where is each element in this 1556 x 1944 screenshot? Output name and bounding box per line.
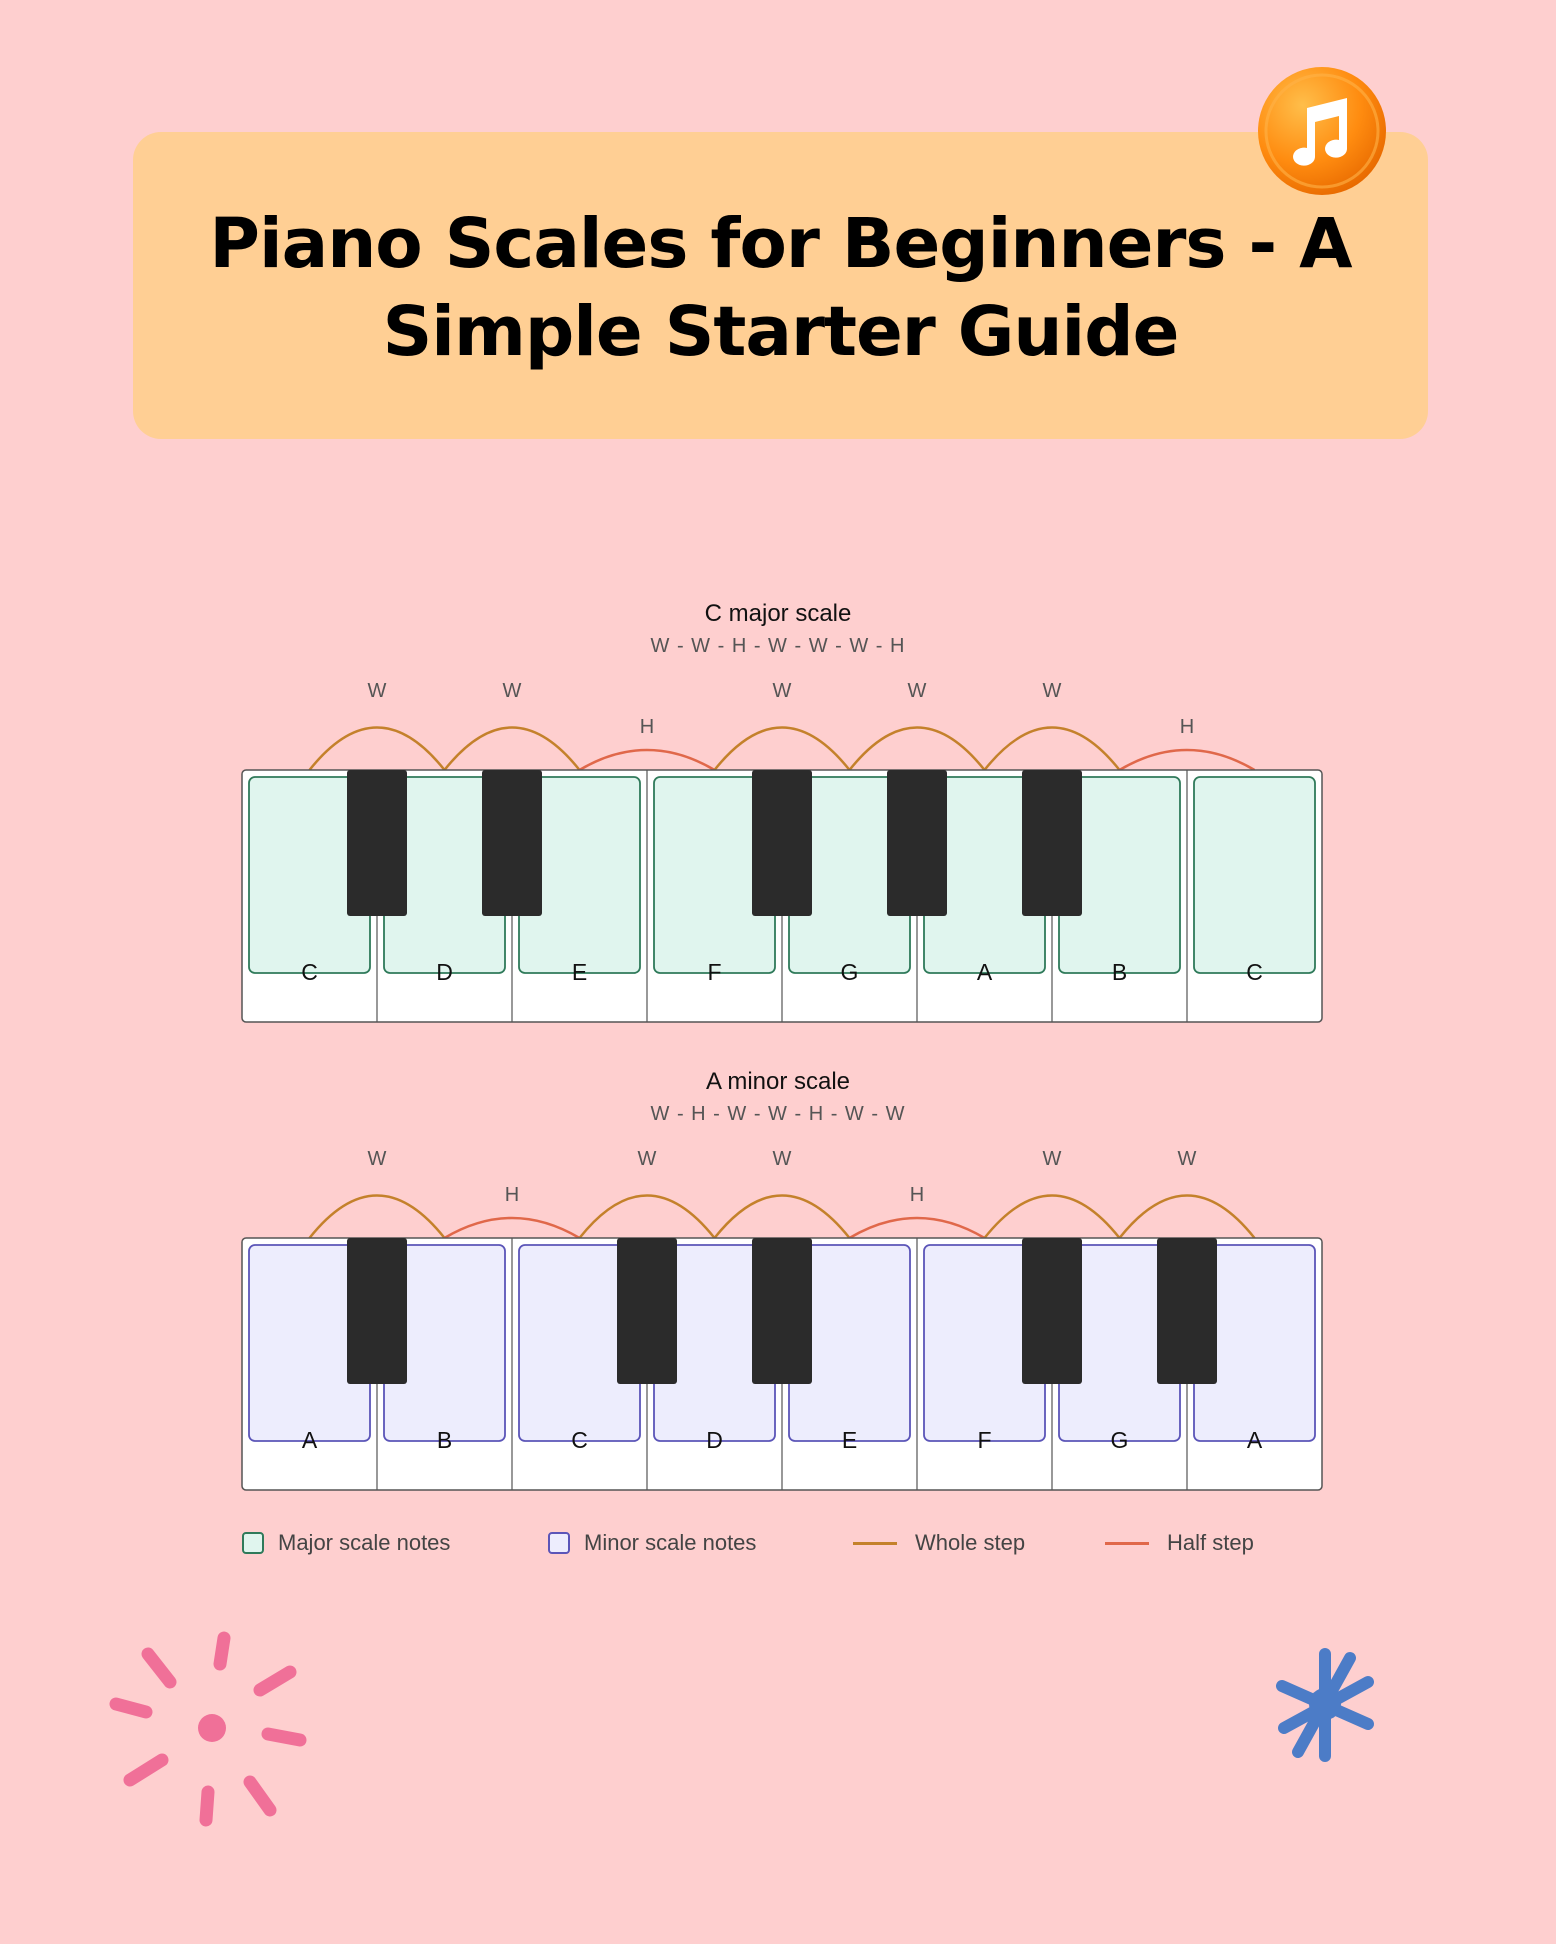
whole-step-arc	[715, 1196, 850, 1239]
major-keyboard	[0, 660, 1556, 1030]
major-scale-pattern: W - W - H - W - W - W - H	[650, 635, 906, 657]
whole-step-arc	[715, 728, 850, 771]
step-label: W	[772, 1148, 792, 1170]
note-label: C	[1246, 959, 1263, 985]
note-label: G	[840, 959, 859, 985]
page-title: Piano Scales for Beginners - A Simple Starter Guide	[209, 204, 1352, 372]
step-label: W	[637, 1148, 657, 1170]
note-label: F	[707, 959, 722, 985]
half-step-arc	[580, 750, 715, 770]
note-label: A	[1246, 1427, 1263, 1453]
legend-major	[242, 1530, 450, 1556]
note-label: A	[301, 1427, 318, 1453]
legend-whole-label: Whole step	[915, 1530, 1026, 1555]
black-key[interactable]	[1022, 1238, 1082, 1384]
whole-step-arc	[310, 728, 445, 771]
minor-keyboard	[0, 1128, 1556, 1498]
legend-minor	[548, 1530, 756, 1556]
step-label: W	[1042, 680, 1062, 702]
note-label: D	[436, 959, 453, 985]
black-key[interactable]	[482, 770, 542, 916]
black-key[interactable]	[617, 1238, 677, 1384]
step-label: H	[1179, 716, 1195, 738]
half-step-line	[1105, 1542, 1149, 1545]
music-note-icon	[1255, 64, 1390, 199]
title-card	[133, 132, 1428, 439]
note-label: E	[571, 959, 588, 985]
asterisk-star-icon	[1270, 1640, 1380, 1770]
legend	[0, 1530, 1556, 1560]
note-label: D	[706, 1427, 723, 1453]
black-key[interactable]	[887, 770, 947, 916]
note-label: C	[571, 1427, 588, 1453]
note-label: B	[1111, 959, 1128, 985]
note-label: F	[977, 1427, 992, 1453]
note-label: A	[976, 959, 993, 985]
black-key[interactable]	[1157, 1238, 1217, 1384]
sunburst-icon	[100, 1620, 320, 1840]
step-label: W	[1177, 1148, 1197, 1170]
major-scale-title: C major scale	[704, 600, 852, 627]
minor-scale-pattern: W - H - W - W - H - W - W	[650, 1103, 906, 1125]
whole-step-arc	[985, 728, 1120, 771]
step-label: W	[502, 680, 522, 702]
note-label: C	[301, 959, 318, 985]
minor-swatch	[548, 1532, 570, 1554]
whole-step-arc	[310, 1196, 445, 1239]
whole-step-arc	[445, 728, 580, 771]
whole-step-arc	[850, 728, 985, 771]
step-label: W	[367, 1148, 387, 1170]
step-label: H	[909, 1184, 925, 1206]
step-label: W	[1042, 1148, 1062, 1170]
half-step-arc	[850, 1218, 985, 1238]
major-swatch	[242, 1532, 264, 1554]
step-label: W	[907, 680, 927, 702]
minor-scale-title: A minor scale	[705, 1068, 851, 1095]
whole-step-line	[853, 1542, 897, 1545]
step-label: W	[772, 680, 792, 702]
half-step-arc	[1120, 750, 1255, 770]
legend-half	[1105, 1530, 1254, 1556]
half-step-arc	[445, 1218, 580, 1238]
note-label: G	[1110, 1427, 1129, 1453]
step-label: H	[639, 716, 655, 738]
legend-whole	[853, 1530, 1025, 1556]
note-label: B	[436, 1427, 453, 1453]
whole-step-arc	[985, 1196, 1120, 1239]
legend-half-label: Half step	[1167, 1530, 1254, 1555]
legend-major-label: Major scale notes	[278, 1530, 451, 1555]
black-key[interactable]	[347, 770, 407, 916]
whole-step-arc	[1120, 1196, 1255, 1239]
black-key[interactable]	[1022, 770, 1082, 916]
step-label: W	[367, 680, 387, 702]
step-label: H	[504, 1184, 520, 1206]
black-key[interactable]	[752, 1238, 812, 1384]
note-label: E	[841, 1427, 858, 1453]
white-key-c[interactable]	[1194, 777, 1315, 973]
black-key[interactable]	[752, 770, 812, 916]
whole-step-arc	[580, 1196, 715, 1239]
legend-minor-label: Minor scale notes	[584, 1530, 757, 1555]
black-key[interactable]	[347, 1238, 407, 1384]
